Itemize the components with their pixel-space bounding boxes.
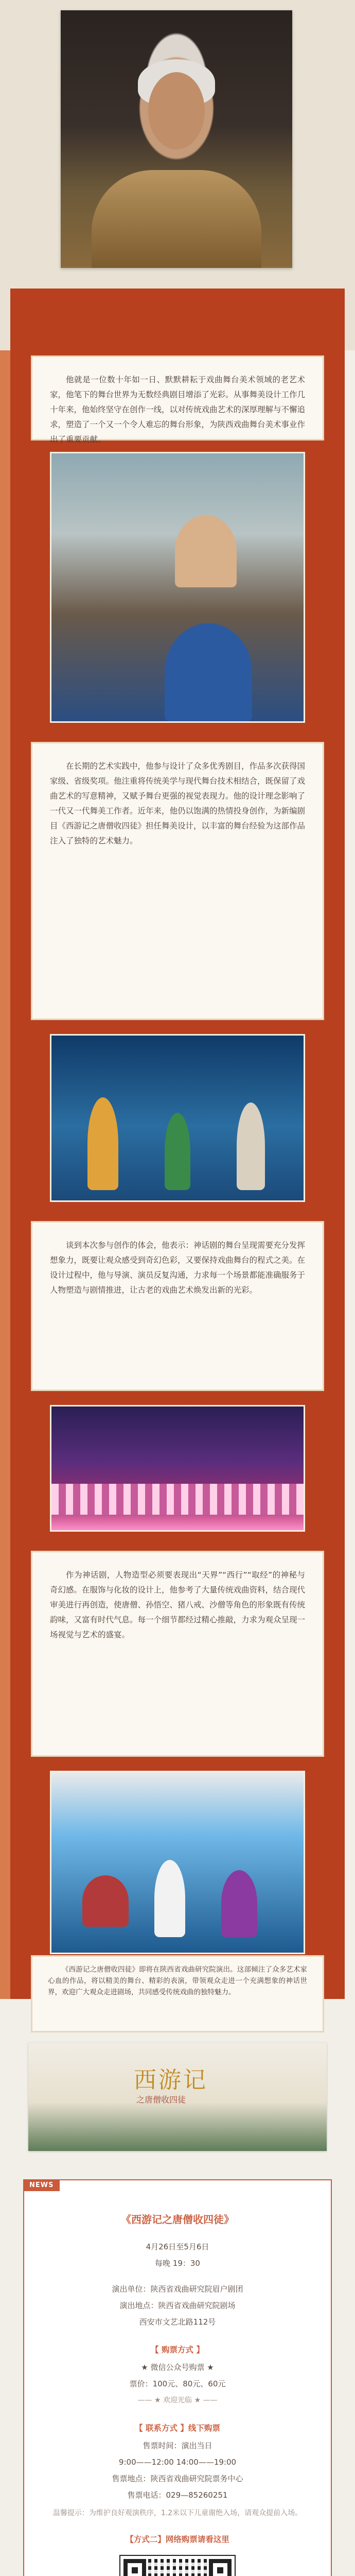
ticket-method: ★ 微信公众号购票 ★	[141, 2363, 214, 2372]
portrait-face	[148, 72, 205, 149]
career-text-card	[31, 742, 324, 1020]
performer-figure	[165, 1113, 190, 1190]
qr-finder	[123, 2559, 146, 2576]
sale-date: 售票时间：演出当日	[143, 2441, 212, 2450]
design-paragraph: 作为神话剧，人物造型必须要表现出“天界”“西行”“取经”的神秘与奇幻感。在服饰与化妆的设计上，他参考了大量传统戏曲资料，结合现代审美进行再创造，使唐僧、孙悟空、猪八戒、沙僧等角色的形象既有传统韵味，又富有时代气息。每一个细节都经过精心推敲，力求为观众呈现一场视觉与艺术的盛宴。	[50, 1570, 306, 1639]
ticket-qr-code[interactable]	[120, 2556, 235, 2576]
reflection-text-card	[31, 1221, 324, 1391]
show-time: 每晚 19：30	[155, 2259, 200, 2268]
stage-photo-two	[51, 1406, 304, 1530]
decorative-side-stripe	[0, 350, 10, 1999]
contact-heading: 【 联系方式 】线下购票	[135, 2424, 220, 2433]
ticket-news-box	[23, 2179, 332, 2576]
qr-finder	[209, 2559, 232, 2576]
performer-figure	[221, 1870, 257, 1937]
intro-paragraph: 他就是一位数十年如一日、默默耕耘于戏曲舞台美术领域的老艺术家，他笔下的舞台世界为无数经典剧目增添了光彩。从事舞美设计工作几十年来，他始终坚守在创作一线，以对传统戏曲艺术的深厚理解与不懈追求，塑造了一个又一个令人难忘的舞台形象，为陕西戏曲舞台美术事业作出了重要贡献。	[50, 375, 306, 444]
news-body	[24, 2211, 331, 2576]
show-banner[interactable]	[28, 2043, 327, 2151]
stage-photo-three	[51, 1772, 304, 1953]
hero-portrait-photo	[61, 10, 292, 268]
performer-figure	[87, 1097, 118, 1190]
career-paragraph: 在长期的艺术实践中，他参与设计了众多优秀剧目，作品多次获得国家级、省级奖项。他注重将传统美学与现代舞台技术相结合，既保留了戏曲艺术的写意精神，又赋予舞台更强的视觉表现力。他的设计理念影响了一代又一代舞美工作者。近年来，他仍以饱满的热情投身创作，为新编剧目《西游记之唐僧收四徒》担任舞美设计，以丰富的舞台经验为这部作品注入了独特的艺术魅力。	[50, 761, 306, 845]
online-ticket-heading: 【方式二】网络购票请看这里	[126, 2535, 229, 2544]
sale-hours: 9:00——12:00 14:00——19:00	[118, 2458, 237, 2467]
reflection-paragraph: 谈到本次参与创作的体会，他表示：神话剧的舞台呈现需要充分发挥想象力，既要让观众感受到奇幻色彩，又要保持戏曲舞台的程式之美。在设计过程中，他与导演、演员反复沟通，力求每一个场景都能准确服务于人物塑造与剧情推进，让古老的戏曲艺术焕发出新的光彩。	[50, 1241, 306, 1295]
dancers-row	[51, 1484, 304, 1515]
makeup-photo	[51, 453, 304, 721]
design-text-card	[31, 1551, 324, 1757]
artist-figure	[175, 515, 237, 587]
performer-figure	[237, 1103, 265, 1190]
sale-phone: 售票电话：029—85260251	[127, 2490, 228, 2500]
closing-paragraph: 《西游记之唐僧收四徒》即将在陕西省戏曲研究院演出。这部倾注了众多艺术家心血的作品，将以精美的舞台、精彩的表演，带领观众走进一个充满想象的神话世界，欢迎广大观众走进剧场，共同感受传统戏曲的独特魅力。	[31, 1955, 324, 2032]
ticket-price: 票价：100元、80元、60元	[129, 2379, 226, 2388]
performer-figure	[165, 623, 252, 721]
venue-name: 演出地点：陕西省戏曲研究院剧场	[119, 2301, 236, 2310]
performer-figure	[82, 1875, 129, 1927]
ticket-heading: 【 购票方式 】	[151, 2345, 204, 2354]
banner-title: 西游记	[134, 2067, 208, 2093]
venue-address: 西安市文艺北路112号	[139, 2317, 216, 2327]
welcome-note: —— ★ 欢迎光临 ★ ——	[137, 2396, 218, 2404]
portrait-jacket	[92, 170, 261, 268]
stage-photo-one	[51, 1036, 304, 1200]
show-title: 《西游记之唐僧收四徒》	[121, 2213, 234, 2226]
banner-subtitle: 之唐僧收四徒	[136, 2095, 186, 2105]
sale-location: 售票地点：陕西省戏曲研究院票务中心	[112, 2474, 243, 2483]
show-date: 4月26日至5月6日	[146, 2242, 209, 2251]
news-tag: NEWS	[23, 2179, 60, 2191]
intro-text-card	[31, 355, 324, 444]
performer-figure	[154, 1860, 185, 1937]
notice-text: 温馨提示：为维护良好观演秩序，1.2米以下儿童谢绝入场，请观众提前入场。	[52, 2509, 303, 2517]
venue-organizer: 演出单位：陕西省戏曲研究院眉户剧团	[112, 2284, 243, 2294]
